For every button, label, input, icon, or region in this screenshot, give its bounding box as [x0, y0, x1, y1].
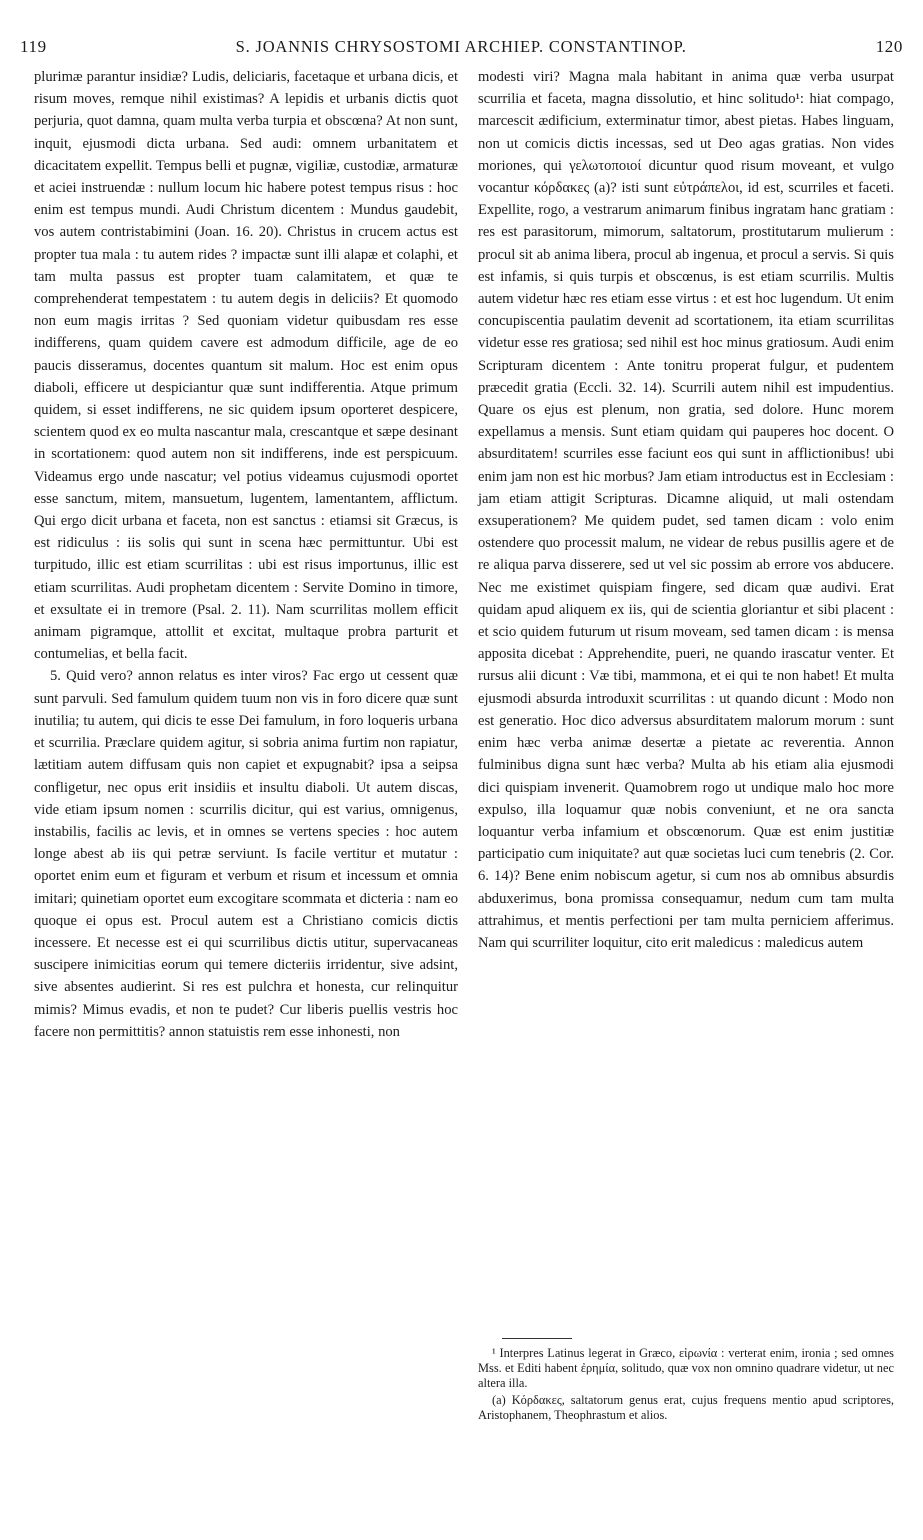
footnotes: [478, 1346, 894, 1425]
page-number-right: 120: [875, 37, 903, 56]
running-header: [20, 34, 903, 60]
left-paragraph-1: plurimæ parantur insidiæ? Ludis, deliciaris, facetaque et urbana dicis, et risum moves, remque nihil existimas? A lepidis et urbanis dictis quot perjuria, quot damna, quam multa verba turpia et obscœna? At non sunt, inquit, ejusmodi dicta urbana. Sed audi: omnem urbanitatem et dicacitatem expellit. Tempus belli et pugnæ, vigiliæ, custodiæ, armaturæ et aciei instruendæ : nullum locum hic habere potest tempus risus : hoc enim est tempus mundi. Audi Christum dicentem : Mundus gaudebit, vos autem contristabimini (Joan. 16. 20). Christus in crucem actus est propter tua mala : tu autem rides ? impactæ sunt illi alapæ et colaphi, et tam multa passus est propter tuam calamitatem, et quæ te comprehenderat tempestatem : tu autem degis in deliciis? Et quomodo non eum magis irritas ? Sed quoniam videtur quibusdam res esse indifferens, quam quidem cavere est admodum difficile, age de eo paucis disseramus, docentes quantum sit malum. Hoc est enim opus diaboli, efficere ut despiciantur quæ sunt indifferentia. Atque primum quidem, si esset indifferens, ne sic quidem ipsum oporteret despicere, scientem quod ex eo multa nascantur mala, crescantque et sæpe desinant in scortationem: quod autem non sit indifferens, inde est perspicuum. Videamus ergo unde nascatur; vel potius videamus cujusmodi oportet esse sanctum, mitem, mansuetum, lugentem, lamentantem, afflictum. Qui ergo dicit urbana et faceta, non est sanctus : etiamsi sit Græcus, is est ridiculus : iis solis qui sunt in scena hæc permittuntur. Ubi est turpitudo, illic est etiam scurrilitas : ubi est risus importunus, illic est etiam scurrilitas. Audi prophetam dicentem : Servite Domino in timore, et exsultate ei in tremore (Psal. 2. 11). Nam scurrilitas mollem efficit animam pigramque, attollit et excitat, multaque probra parturit et contumelias, et bella facit.: [34, 69, 458, 663]
footnote-1: ¹ Interpres Latinus legerat in Græco, εἰρωνία : verterat enim, ironia ; sed omnes Mss. et Editi habent ἐρημία, solitudo, quæ vox non omnino quadrare videtur, ut nec altera illa.: [478, 1346, 894, 1390]
right-column: [478, 66, 894, 954]
left-column: [34, 66, 458, 1043]
footnote-rule: [502, 1338, 572, 1339]
page-number-left: 119: [20, 37, 47, 56]
footnote-a: (a) Κόρδακες, saltatorum genus erat, cujus frequens mentio apud scriptores, Aristophanem, Theophrastum et alios.: [478, 1393, 894, 1422]
running-title: S. JOANNIS CHRYSOSTOMI ARCHIEP. CONSTANTINOP.: [235, 37, 687, 56]
left-paragraph-2: 5. Quid vero? annon relatus es inter viros? Fac ergo ut cessent quæ sunt parvuli. Sed famulum quidem tuum non vis in foro dicere quæ sunt inutilia; tu autem, qui dicis te esse Dei famulum, in foro loqueris urbana et scurrilia. Præclare quidem agitur, si sobria anima furtim non rapiatur, lætitiam autem diffusam quis non capiet et expugnabit? ipsa a seipsa confligetur, nec opus erit insidiis et insultu diaboli. Ut autem discas, vide etiam ipsum nomen : scurrilis dicitur, qui est varius, omnigenus, instabilis, facilis ac levis, et in omnes se vertens species : hoc autem longe abest ab iis qui petræ serviunt. Is facile vertitur et mutatur : oportet enim eum et figuram et verbum et risum et incessum et omnia imitari; quinetiam oportet eum excogitare scommata et dicteria : nam eo quoque ei opus est. Procul autem est a Christiano comicis dictis incessere. Et necesse est ei qui scurrilibus dictis utitur, supervacaneas suscipere inimicitias eorum qui temere dicteriis irridentur, sive adsint, sive absentes audierint. Si res est pulchra et honesta, cur relinquitur mimis? Mimus evadis, et non te pudet? Cur liberis puellis vestris hoc facere non permittitis? annon statuistis rem esse inhonesti, non: [34, 668, 458, 1040]
right-paragraph-1: modesti viri? Magna mala habitant in anima quæ verba usurpat scurrilia et faceta, magna dissolutio, et hinc solitudo¹: hiat compago, marcescit ædificium, exterminatur timor, abest pietas. Habes linguam, non ut comicis dictis incessas, sed ut Deo agas gratias. Non vides moriones, qui γελωτοποιοί dicuntur quod risum moveant, et vulgo vocantur κόρδακες (a)? isti sunt εὐτράπελοι, id est, scurriles et faceti. Expellite, rogo, a vestrarum animarum finibus ingratam hanc gratiam : res est parasitorum, mimorum, saltatorum, prostitutarum mulierum : procul sit ab anima libera, procul ab ingenua, et procul a servis. Si quis est infamis, si quis turpis et obscœnus, is est etiam scurrilis. Multis autem videtur hæc res etiam esse virtus : et est hoc lugendum. Ut enim concupiscentia paulatim devenit ad scortationem, ita etiam scurrilitas videtur esse res gratiosa; sed nihil est hoc minus gratiosum. Audi enim Scripturam dicentem : Ante tonitru properat fulgur, et pudentem præcedit gratia (Eccli. 32. 14). Scurrili autem nihil est impudentius. Quare os ejus est plenum, non gratia, sed dolore. Hunc morem expellamus a mensis. Sunt etiam quidam qui pauperes hoc docent. O absurditatem! scurriles esse faciunt eos qui sunt in afflictionibus! ubi enim jam non est hic morbus? Jam etiam introductus est in Ecclesiam : jam etiam attigit Scripturas. Dicamne aliquid, ut mali ostendam exsuperationem? Me quidem pudet, sed tamen dicam : volo enim ostendere quo processit malum, ne videar de rebus pusillis agere et de re aliqua parva disserere, sed ut vel sic possim ab errore vos abducere. Nec me existimet quispiam fingere, sed dicam quæ audivi. Erat quidam apud aliquem ex iis, qui de scientia gloriantur et sibi placent : et scio quidem futurum ut risum moveam, sed tamen dicam : is mensa apposita dicebat : Apprehendite, pueri, ne quando irascatur venter. Et rursus alii dicunt : Væ tibi, mammona, et ei qui te non habet! Et multa ejusmodi absurda introduxit scurrilitas : ut quando dicunt : Modo non est generatio. Hoc dico adversus absurditatem malorum morum : sunt enim hæc verba animæ desertæ a pietate ac reverentia. Annon fulminibus digna sunt hæc verba? Multa ab his etiam alia ejusmodi dici quispiam invenerit. Quamobrem rogo ut undique malo hoc more expulso, illa loquamur quæ nobis conveniunt, et ne ora sancta loquantur verba infamium et obscœnorum. Quæ est enim justitiæ participatio cum iniquitate? aut quæ societas luci cum tenebris (2. Cor. 6. 14)? Bene enim nobiscum agetur, si cum nos ab omnibus absurdis abduxerimus, bona promissa consequamur, nedum cum tam multa attrahimus, et mentis perfectioni per tam multa perniciem afferimus. Nam qui scurriliter loquitur, cito erit maledicus : maledicus autem: [478, 69, 894, 951]
